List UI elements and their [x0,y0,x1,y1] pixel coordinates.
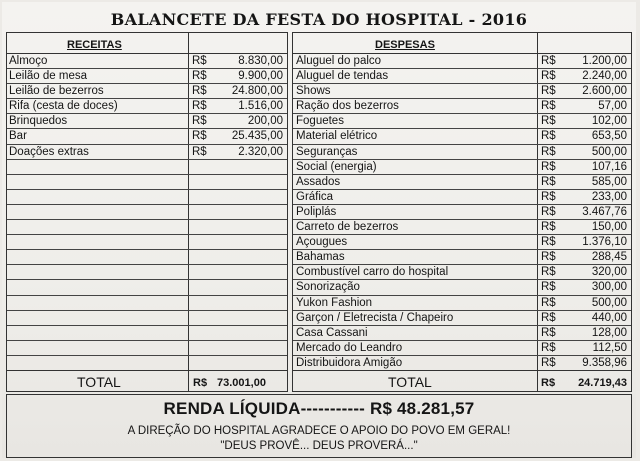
row-currency: R$ [541,100,556,113]
table-row [7,69,287,84]
row-currency: R$ [541,130,556,143]
renda-liquida: RENDA LÍQUIDA----------- R$ 48.281,57 [163,399,475,418]
row-value: 653,50 [591,130,627,143]
table-row [7,190,287,205]
table-row [7,160,287,175]
table-row [7,205,287,220]
table-row [293,84,631,99]
row-value: 1.516,00 [238,100,283,113]
row-description: Rifa (cesta de doces) [9,100,118,113]
table-row [7,250,287,265]
despesas-header [293,33,631,54]
row-description: Aluguel de tendas [296,70,389,83]
row-value: 2.600,00 [582,85,627,98]
receitas-total-currency: R$ [193,377,208,389]
row-description: Açougues [296,236,348,249]
table-row [293,205,631,220]
row-description: Material elétrico [296,130,378,143]
table-row [293,145,631,160]
row-value: 1.200,00 [582,55,627,67]
row-value: 24.800,00 [231,85,283,98]
row-description: Carreto de bezerros [296,221,399,234]
row-description: Ração dos bezerros [296,100,399,113]
row-currency: R$ [541,341,556,354]
row-currency: R$ [192,85,207,98]
table-row [293,280,631,295]
row-currency: R$ [541,356,556,369]
row-value: 233,00 [591,190,627,203]
row-value: 57,00 [598,100,627,113]
row-currency: R$ [192,70,207,83]
row-value: 3.467,76 [582,205,627,218]
row-value: 288,45 [591,251,627,264]
row-description: Bar [9,130,27,143]
receitas-total-label: TOTAL [77,374,121,390]
table-row [7,84,287,99]
row-value: 8.830,00 [238,55,283,67]
row-value: 9.900,00 [238,70,283,83]
despesas-total-row [293,370,631,391]
row-value: 200,00 [247,115,283,128]
thanks-message: A DIREÇÃO DO HOSPITAL AGRADECE O APOIO DO POVO EM GERAL! [127,425,511,437]
row-value: 1.376,10 [582,236,627,249]
table-row [7,280,287,295]
row-value: 320,00 [591,266,627,279]
row-description: Brinquedos [9,115,68,128]
receitas-rows [7,54,287,371]
row-value: 128,00 [591,326,627,339]
row-description: Leilão de bezerros [9,85,104,98]
table-row [293,160,631,175]
row-description: Leilão de mesa [9,70,87,83]
row-value: 440,00 [591,311,627,324]
row-description: Garçon / Eletrecista / Chapeiro [296,311,454,324]
summary-box [6,394,632,458]
row-currency: R$ [541,326,556,339]
row-currency: R$ [541,190,556,203]
table-row [293,175,631,190]
receitas-header-label: RECEITAS [67,39,122,51]
row-value: 2.320,00 [238,145,283,158]
receitas-header [7,33,287,54]
table-row [293,250,631,265]
row-value: 25.435,00 [231,130,283,143]
row-description: Mercado do Leandro [296,341,403,354]
balance-sheet [2,2,636,458]
row-description: Combustível carro do hospital [296,266,449,279]
despesas-header-label: DESPESAS [375,39,435,51]
table-row [293,114,631,129]
table-row [293,99,631,114]
row-currency: R$ [192,130,207,143]
table-row [293,235,631,250]
table-row [7,265,287,280]
table-row [7,311,287,326]
row-description: Yukon Fashion [296,296,373,309]
table-row [7,356,287,371]
table-row [293,265,631,280]
table-row [7,54,287,69]
row-description: Almoço [9,55,48,67]
despesas-total-label: TOTAL [388,374,432,390]
row-currency: R$ [541,205,556,218]
table-row [7,129,287,144]
table-row [293,296,631,311]
table-row [7,175,287,190]
row-currency: R$ [541,55,556,67]
row-description: Poliplás [296,205,337,218]
table-row [7,326,287,341]
row-currency: R$ [192,145,207,158]
row-value: 300,00 [591,281,627,294]
row-description: Assados [296,175,341,188]
row-value: 112,50 [592,341,627,354]
row-value: 9.358,96 [582,356,627,369]
table-row [293,54,631,69]
receitas-total-value: 73.001,00 [217,377,266,389]
receitas-table [6,32,288,392]
table-row [293,220,631,235]
table-row [7,145,287,160]
row-description: Casa Cassani [296,326,368,339]
table-row [293,69,631,84]
row-currency: R$ [541,251,556,264]
row-value: 500,00 [591,296,627,309]
row-value: 500,00 [591,145,627,158]
row-description: Aluguel do palco [296,55,382,67]
table-row [293,341,631,356]
table-row [293,356,631,371]
despesas-table [292,32,632,392]
row-currency: R$ [541,221,556,234]
row-description: Gráfica [296,190,334,203]
table-row [293,129,631,144]
row-description: Distribuidora Amigão [296,356,403,369]
table-row [7,235,287,250]
document-title: BALANCETE DA FESTA DO HOSPITAL - 2016 [110,10,528,29]
row-description: Doações extras [9,145,89,158]
table-row [7,296,287,311]
row-currency: R$ [541,160,556,173]
table-row [293,190,631,205]
table-row [7,99,287,114]
row-value: 2.240,00 [582,70,627,83]
table-row [7,114,287,129]
row-currency: R$ [541,236,556,249]
row-currency: R$ [192,55,207,67]
receitas-total-row [7,370,287,391]
row-description: Social (energia) [296,160,377,173]
table-row [7,220,287,235]
row-value: 102,00 [591,115,627,128]
row-description: Foguetes [296,115,344,128]
row-currency: R$ [541,266,556,279]
table-row [293,311,631,326]
row-value: 107,16 [591,160,627,173]
row-currency: R$ [192,100,207,113]
table-row [293,326,631,341]
despesas-rows [293,54,631,371]
row-value: 150,00 [591,221,627,234]
row-description: Sonorização [296,281,360,294]
row-description: Bahamas [296,251,345,264]
despesas-total-value: 24.719,43 [578,377,627,389]
row-currency: R$ [541,311,556,324]
row-currency: R$ [541,85,556,98]
row-currency: R$ [192,115,207,128]
row-currency: R$ [541,296,556,309]
despesas-total-currency: R$ [541,377,556,389]
row-value: 585,00 [591,175,627,188]
motto: "DEUS PROVÊ... DEUS PROVERÁ..." [220,440,418,452]
table-row [7,341,287,356]
row-currency: R$ [541,145,556,158]
row-currency: R$ [541,281,556,294]
row-description: Seguranças [296,145,358,158]
row-currency: R$ [541,115,556,128]
row-description: Shows [296,85,331,98]
row-currency: R$ [541,175,556,188]
row-currency: R$ [541,70,556,83]
